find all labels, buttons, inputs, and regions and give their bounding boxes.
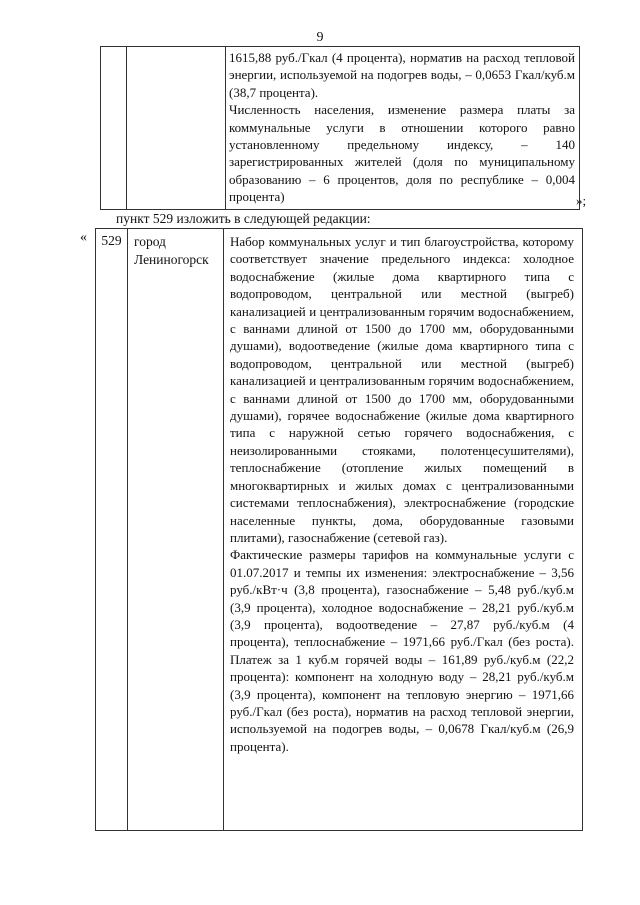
closing-quote-mark: »;: [576, 193, 587, 208]
tariff-text-tail: 1615,88 руб./Гкал (4 процента), норматив на расход тепловой энергии, используемой на подогрев воды, – 0,0653 Гкал/куб.м (38,7 процента).: [229, 50, 575, 100]
row-description: [230, 233, 574, 755]
opening-quote-mark: «: [80, 230, 87, 245]
number-column-cell: [101, 47, 127, 209]
page-number: 9: [316, 30, 324, 45]
amended-table-row: [95, 228, 583, 831]
tariffs-paragraph: Фактические размеры тарифов на коммунальные услуги с 01.07.2017 и темпы их изменения: электроснабжение – 3,56 руб./кВт·ч (3,8 процента), газоснабжение – 5,48 руб./куб.м (3,9 процента), холодное водоснабжение – 28,21 руб./куб.м (3,9 процента), водоотведение – 27,87 руб./куб.м (4 процента), теплоснабжение – 1971,66 руб./Гкал (без роста). Платеж за 1 куб.м горячей воды – 161,89 руб./куб.м (22,2 процента): компонент на холодную воду – 28,21 руб./куб.м (3,9 процента), компонент на тепловую энергию – 1971,66 руб./Гкал (без роста), норматив на расход тепловой энергии, используемой на подогрев воды, – 0,0678 Гкал/куб.м (26,9 процента).: [230, 547, 574, 754]
row-number: 529: [96, 229, 128, 830]
services-paragraph: Набор коммунальных услуг и тип благоустройства, которому соответствует значение предельного индекса: холодное водоснабжение (жилые дома квартирного типа с водопроводом, центральной или местной (выгреб) канализацией и централизованным горячим водоснабжением, с ваннами длиной от 1500 до 1700 мм, оборудованными душами), водоотведение (жилые дома квартирного типа с водопроводом, центральной или местной (выгреб) канализацией и централизованным горячим водоснабжением, с ваннами длиной от 1500 до 1700 мм, оборудованными душами), горячее водоснабжение (жилые дома квартирного типа с наружной сетью горячего водоснабжения, с неизолированными стояками, полотенцесушителями), теплоснабжение (отопление жилых помещений в многоквартирных и жилых домах с централизованными системами теплоснабжения), электроснабжение (городские населенные пункты, дома, оборудованные газовыми плитами), газоснабжение (сетевой газ).: [230, 234, 574, 545]
previous-table-continuation: [100, 46, 580, 210]
place-name-cell: [128, 229, 224, 830]
place-column-cell: [126, 47, 226, 209]
place-name: Лениногорск: [134, 251, 209, 267]
description-cell: [229, 49, 575, 206]
population-text: Численность населения, изменение размера платы за коммунальные услуги в отношении которого равно установленному предельному индексу, – 140 зарегистрированных жителей (доля по муниципальному образованию – 6 процентов, доля по республике – 0,004 процента): [229, 102, 575, 205]
place-type: город: [134, 234, 166, 249]
amendment-instruction: пункт 529 изложить в следующей редакции:: [116, 211, 371, 226]
